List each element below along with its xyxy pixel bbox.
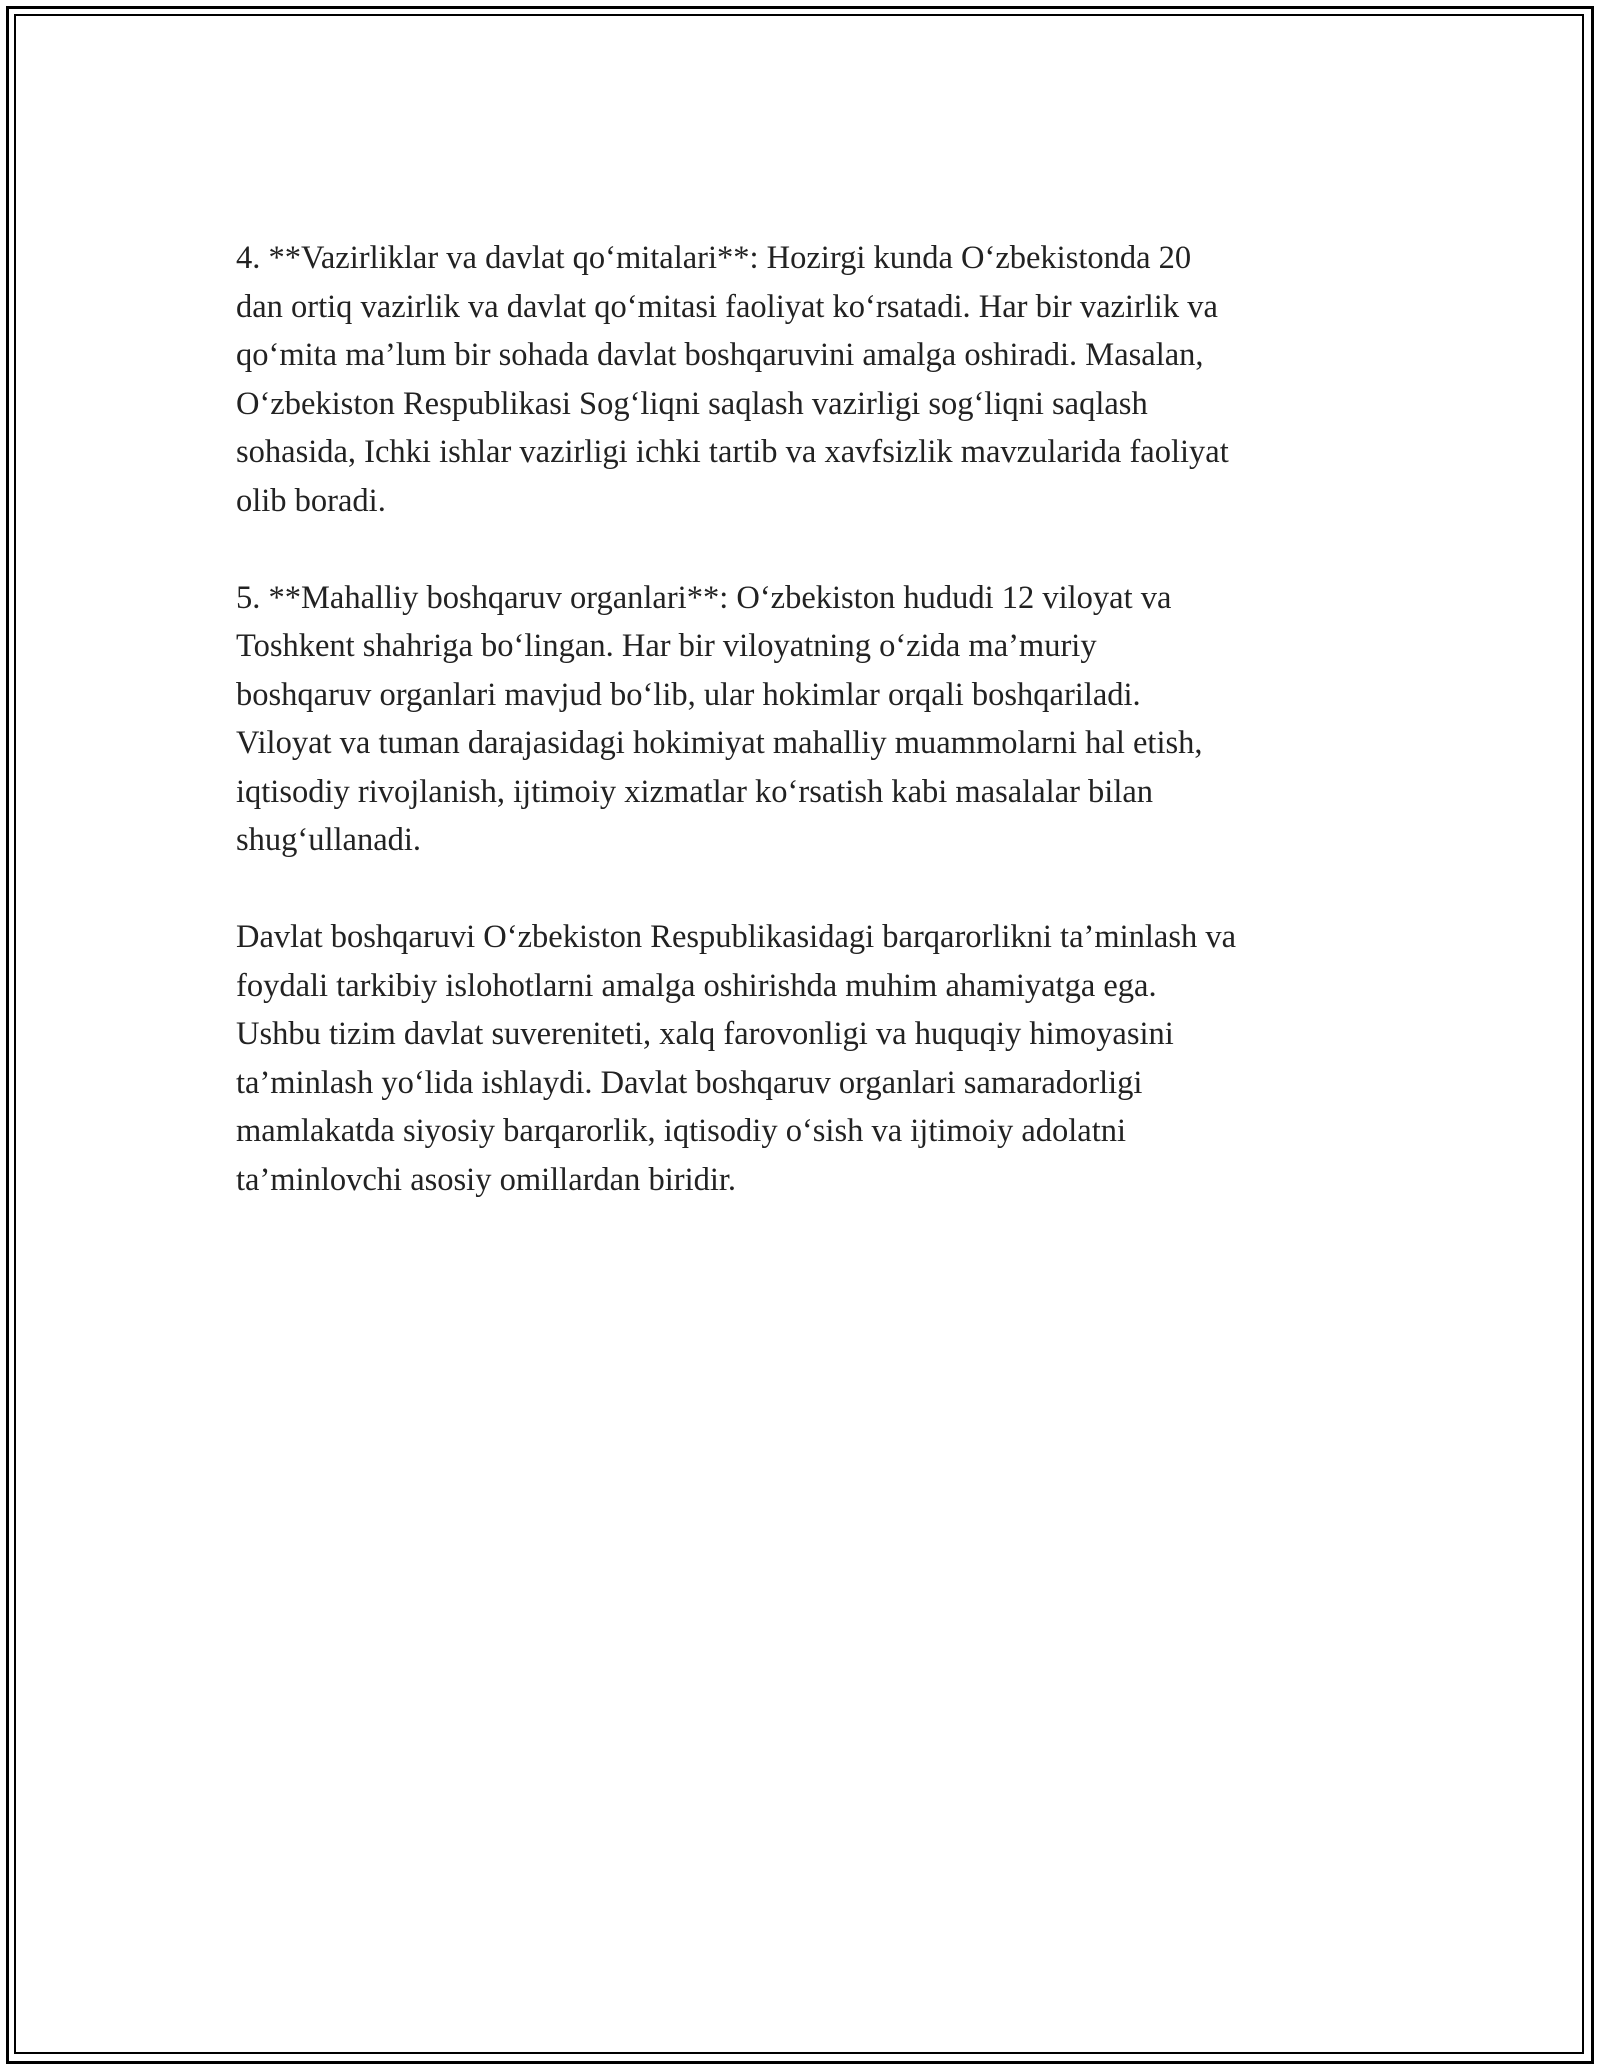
paragraph-ministries: 4. **Vazirliklar va davlat qo‘mitalari**: Hozirgi kunda O‘zbekistonda 20 dan ortiq vazirlik va davlat qo‘mitasi faoliyat ko‘rsatadi. Har bir vazirlik va qo‘mita ma’lum bir sohada davlat boshqaruvini amalga oshiradi. Masalan, O‘zbekiston Respublikasi Sog‘liqni saqlash vazirligi sog‘liqni saqlash sohasida, Ichki ishlar vazirligi ichki tartib va xavfsizlik mavzularida faoliyat olib boradi.	[236, 240, 1229, 519]
paragraph-conclusion: Davlat boshqaruvi O‘zbekiston Respublikasidagi barqarorlikni ta’minlash va foydali tarkibiy islohotlarni amalga oshirishda muhim ahamiyatga ega. Ushbu tizim davlat suvereniteti, xalq farovonligi va huquqiy himoyasini ta’minlash yo‘lida ishlaydi. Davlat boshqaruv organlari samaradorligi mamlakatda siyosiy barqarorlik, iqtisodiy o‘sish va ijtimoiy adolatni ta’minlovchi asosiy omillardan biridir.	[236, 919, 1237, 1198]
document-body	[236, 234, 1386, 1253]
paragraph-local-government: 5. **Mahalliy boshqaruv organlari**: O‘zbekiston hududi 12 viloyat va Toshkent shahriga bo‘lingan. Har bir viloyatning o‘zida ma’muriy boshqaruv organlari mavjud bo‘lib, ular hokimlar orqali boshqariladi. Viloyat va tuman darajasidagi hokimiyat mahalliy muammolarni hal etish, iqtisodiy rivojlanish, ijtimoiy xizmatlar ko‘rsatish kabi masalalar bilan shug‘ullanadi.	[236, 579, 1203, 858]
